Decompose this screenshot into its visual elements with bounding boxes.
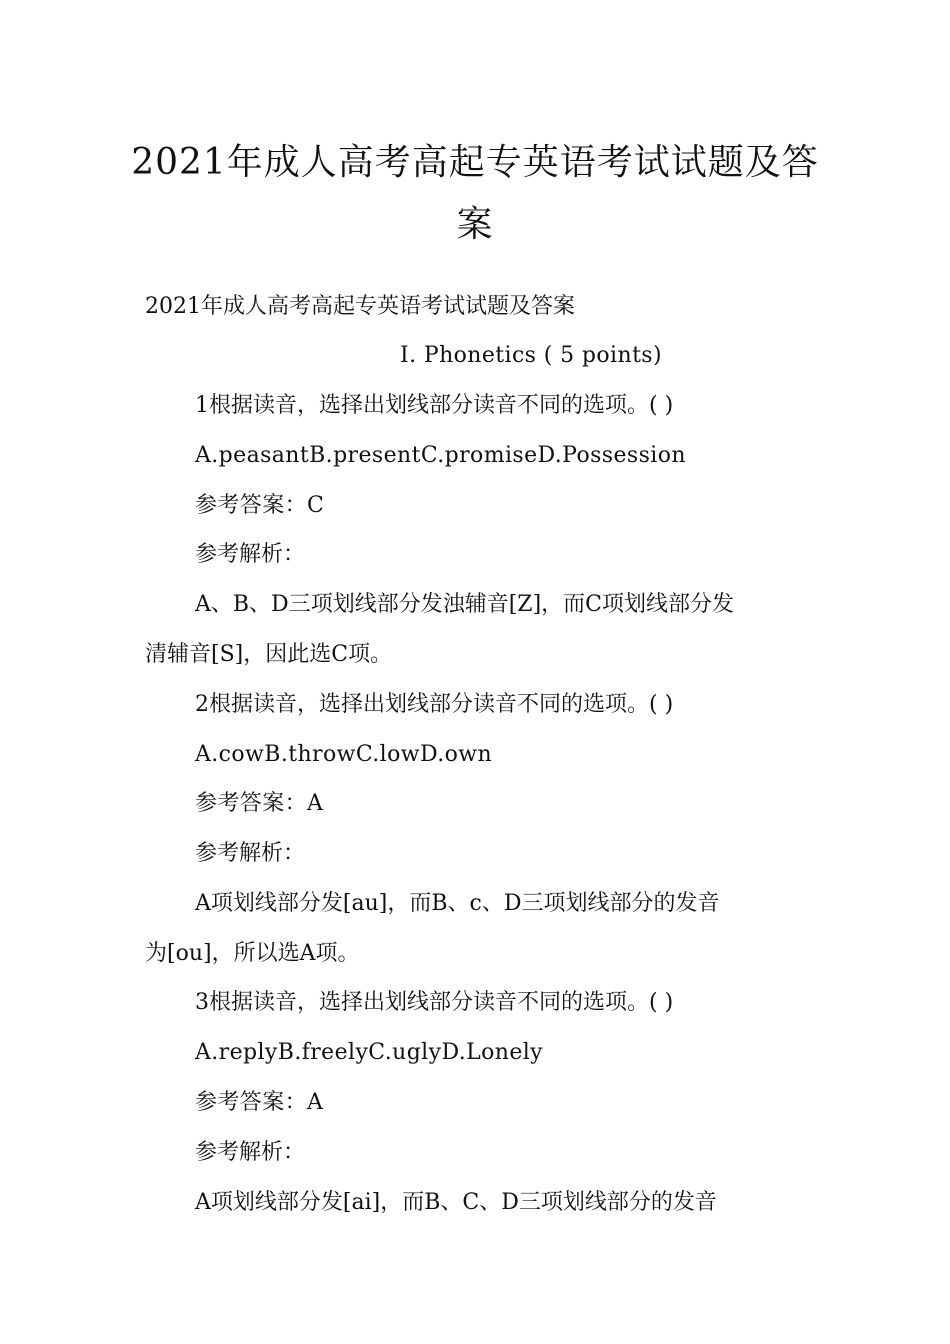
title-line-2: 案	[456, 204, 494, 245]
question-1-options: A.peasantB.presentC.promiseD.Possession	[195, 443, 686, 468]
question-3-answer: 参考答案：A	[195, 1090, 324, 1115]
question-2-analysis-line-2: 为[ou]，所以选A项。	[145, 941, 360, 966]
question-1-analysis-label: 参考解析：	[195, 542, 306, 567]
question-2-prompt: 2根据读音，选择出划线部分读音不同的选项。( )	[195, 692, 674, 717]
section-heading: I. Phonetics ( 5 points)	[400, 343, 662, 368]
question-1-analysis-line-1: A、B、D三项划线部分发浊辅音[Z]，而C项划线部分发	[195, 592, 734, 617]
question-2-analysis-label: 参考解析：	[195, 841, 306, 866]
question-1-answer: 参考答案：C	[195, 493, 325, 518]
question-1-analysis-line-2: 清辅音[S]，因此选C项。	[145, 642, 393, 667]
question-3-analysis-label: 参考解析：	[195, 1140, 306, 1165]
page-title	[120, 132, 830, 256]
question-2-options: A.cowB.throwC.lowD.own	[195, 742, 493, 767]
question-3-prompt: 3根据读音，选择出划线部分读音不同的选项。( )	[195, 990, 674, 1015]
question-3-options: A.replyB.freelyC.uglyD.Lonely	[195, 1040, 544, 1065]
question-3-analysis-line-1: A项划线部分发[ai]，而B、C、D三项划线部分的发音	[195, 1190, 717, 1215]
question-2-answer: 参考答案：A	[195, 791, 324, 816]
question-1-prompt: 1根据读音，选择出划线部分读音不同的选项。( )	[195, 393, 674, 418]
document-subtitle: 2021年成人高考高起专英语考试试题及答案	[145, 294, 575, 319]
title-line-1: 2021年成人高考高起专英语考试试题及答	[131, 142, 819, 183]
question-2-analysis-line-1: A项划线部分发[au]，而B、c、D三项划线部分的发音	[195, 891, 720, 916]
